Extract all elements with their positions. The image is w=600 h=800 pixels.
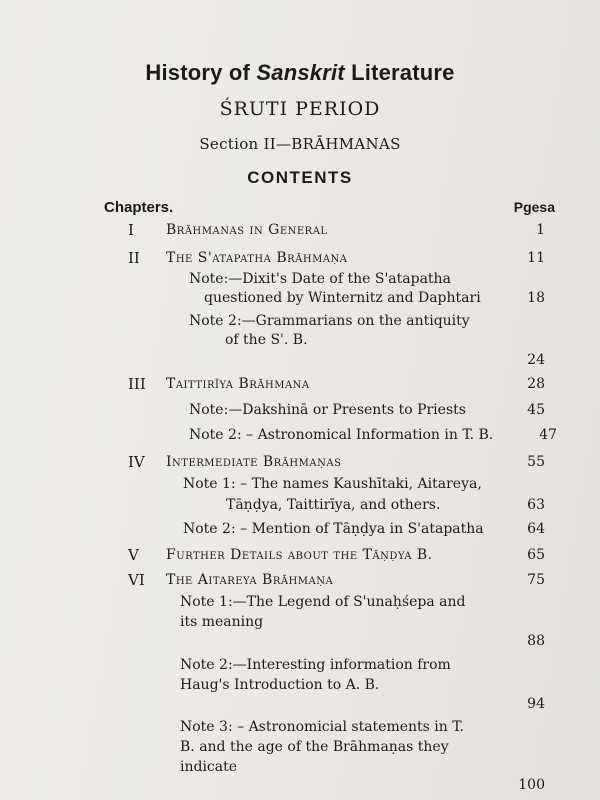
period-heading: ŚRUTI PERIOD bbox=[219, 98, 381, 120]
book-title: History of Sanskrit Literature bbox=[145, 60, 455, 85]
section-heading: Section II—BRĀHMANAS bbox=[199, 135, 401, 153]
pages-column-header: Pgesa bbox=[513, 199, 555, 215]
book-page: History of Sanskrit Literature ŚRUTI PERIOD Section II—BRĀHMANAS CONTENTS Chapters. Pgesa I Brāhmanas in General 1 II The S'atapatha Brāhmaṇa 11 Note:—Dixit's Date of the S'atapatha questioned by Winternitz and Daphtari 18 Note 2:—Grammarians on the antiquity of the S'. B. 24 III Taittirīya Brāhmana 28 Note:—Dakshinā or Presents to Priests 45 Note 2: – Astronomical Information in T. B. 47 IV Intermediate Brāhmaṇas 55 Note 1: – The names Kaushītaki, Aitareya, Tāṇḍya, Taittirīya, and others. 63 Note 2: – Mention of Tāṇḍya in S'atapatha 64 V Further Details about the Tāṇḍya B. 65 VI The Aitareya Brāhmaṇa 75 Note 1:—The Legend of S'unaḥśepa and its meaning 88 Note 2:—Interesting information from Haug's Introduction to A. B. 94 Note 3: – Astronomicial statements in T. B. and the age of the Brāhmaṇas they indicate 100 bbox=[0, 0, 600, 800]
chapters-column-header: Chapters. bbox=[104, 199, 174, 216]
contents-heading: CONTENTS bbox=[247, 168, 353, 187]
